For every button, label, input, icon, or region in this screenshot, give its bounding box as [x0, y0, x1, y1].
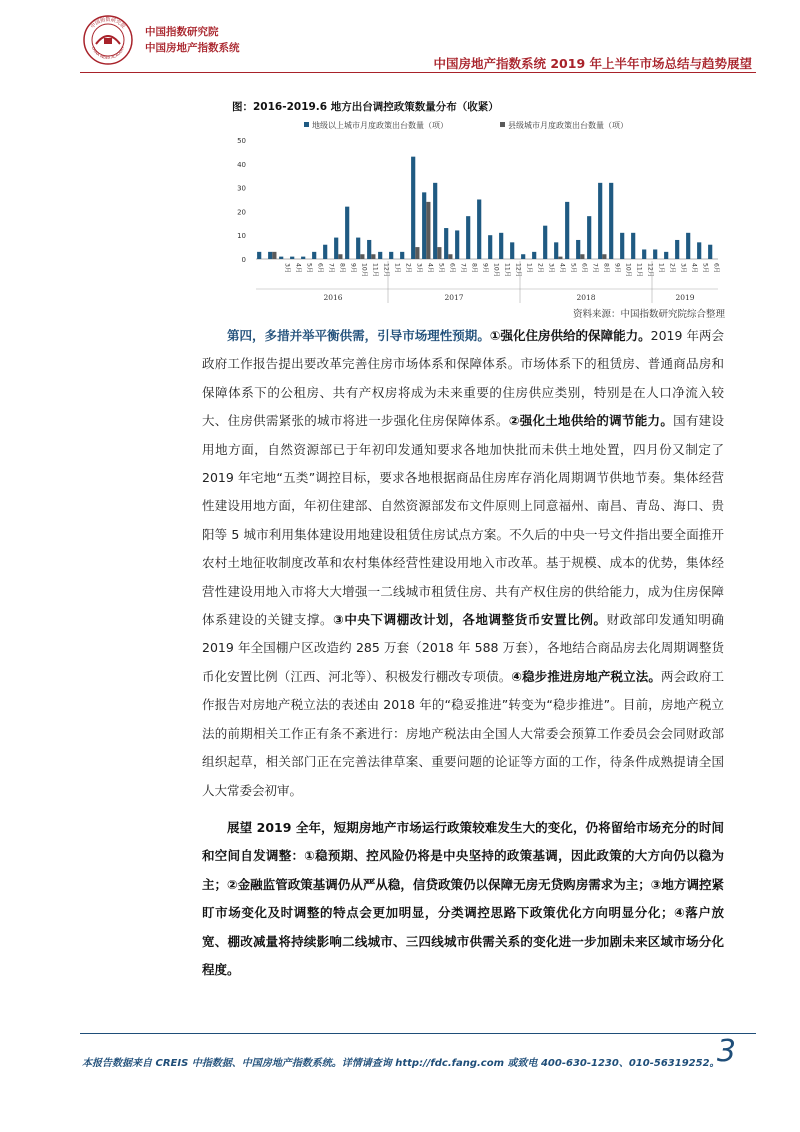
- bar-prefecture: [323, 245, 327, 259]
- bar-prefecture: [367, 240, 371, 259]
- x-tick-label: 4月: [426, 263, 434, 274]
- legend-label-0: 地级以上城市月度政策出台数量（项）: [312, 121, 448, 130]
- x-tick-label: 2月: [404, 263, 412, 274]
- bar-prefecture: [653, 249, 657, 259]
- bar-prefecture: [444, 228, 448, 259]
- bar-prefecture: [554, 242, 558, 259]
- bar-prefecture: [257, 252, 261, 259]
- y-tick-label: 50: [237, 137, 246, 145]
- point-4-text: 两会政府工作报告对房地产税立法的表述由 2018 年的“稳妥推进”转变为“稳步推进”。目前，房地产税立法的前期相关工作正有条不紊进行：房地产税法由全国人大常委会预算工作委员会会同财政部组织起草，相关部门正在完善法律草案、重要问题的论证等方面的工作，待条件成熟提请全国人大常委会初审。: [202, 668, 724, 798]
- x-tick-label: 3月: [547, 263, 555, 274]
- logo-bottom-text: CHINA INDEX ACADEMY: [90, 45, 126, 61]
- paragraph-policy-measures: [202, 322, 724, 805]
- bar-prefecture: [334, 238, 338, 259]
- year-label: 2017: [444, 293, 464, 302]
- x-tick-label: 7月: [327, 263, 335, 274]
- bar-prefecture: [389, 252, 393, 259]
- x-tick-label: 10月: [492, 263, 500, 278]
- bar-county: [371, 254, 375, 259]
- bar-prefecture: [587, 216, 591, 259]
- x-tick-label: 1月: [393, 263, 401, 274]
- x-tick-label: 4月: [294, 263, 302, 274]
- bar-prefecture: [510, 242, 514, 259]
- bar-county: [448, 254, 452, 259]
- x-tick-label: 8月: [338, 263, 346, 274]
- x-tick-label: 3月: [283, 263, 291, 274]
- header-divider: [80, 72, 756, 73]
- x-tick-label: 7月: [591, 263, 599, 274]
- x-tick-label: 11月: [371, 263, 379, 278]
- x-tick-label: 6月: [580, 263, 588, 274]
- point-2-heading: ②强化土地供给的调节能力。: [508, 413, 674, 429]
- bar-prefecture: [477, 200, 481, 260]
- bar-prefecture: [279, 257, 283, 259]
- bar-prefecture: [290, 257, 294, 259]
- org-name-secondary: 中国房地产指数系统: [145, 42, 240, 54]
- bar-prefecture: [411, 157, 415, 259]
- section-heading: 第四，多措并举平衡供需，引导市场理性预期。: [227, 328, 490, 343]
- year-label: 2019: [675, 293, 695, 302]
- bar-prefecture: [620, 233, 624, 259]
- x-tick-label: 8月: [470, 263, 478, 274]
- page-header: [0, 0, 800, 80]
- chart-title: 图：2016-2019.6 地方出台调控政策数量分布（收紧）: [232, 101, 499, 113]
- policy-count-bar-chart: [228, 116, 728, 306]
- bar-prefecture: [345, 207, 349, 259]
- logo-top-text: 中国指数研究院: [89, 17, 127, 30]
- x-tick-label: 12月: [646, 263, 654, 278]
- point-3-text: 财政部印发通知明确 2019 年全国棚户区改造约 285 万套（2018 年 588 万套），各地结合商品房去化周期调整货币化安置比例（江西、河北等）、积极发行棚改专项债。: [202, 612, 724, 684]
- x-tick-label: 7月: [459, 263, 467, 274]
- bar-county: [580, 254, 584, 259]
- x-tick-label: 5月: [437, 263, 445, 274]
- x-tick-label: 10月: [360, 263, 368, 278]
- x-tick-label: 3月: [679, 263, 687, 274]
- bar-prefecture: [466, 216, 470, 259]
- bar-county: [558, 257, 562, 259]
- report-title: 中国房地产指数系统 2019 年上半年市场总结与趋势展望: [433, 56, 752, 71]
- bar-county: [272, 252, 276, 259]
- point-2-text: 国有建设用地方面，自然资源部已于年初印发通知要求各地加快批而未供土地处置，四月份又制定了 2019 年宅地“五类”调控目标，要求各地根据商品住房库存消化周期调节供地节奏。集体经营性建设用地方面，年初住建部、自然资源部发布文件原则上同意福州、南昌、青岛、海口、贵阳等 5 城市利用集体建设用地建设租赁住房试点方案。不久后的中央一号文件指出要全面推开农村土地征收制度改革和农村集体经营性建设用地入市改革。基于规模、成本的优势，集体经营性建设用地入市将大大增强一二线城市租赁住房、共有产权住房的供给能力，成为住房保障体系建设的关键支撑。: [202, 413, 724, 628]
- bar-prefecture: [598, 183, 602, 259]
- bar-prefecture: [356, 238, 360, 259]
- bar-county: [437, 247, 441, 259]
- bar-prefecture: [686, 233, 690, 259]
- bar-county: [426, 202, 430, 259]
- bar-county: [360, 254, 364, 259]
- bar-prefecture: [499, 233, 503, 259]
- body-text: [202, 322, 724, 984]
- x-tick-label: 11月: [503, 263, 511, 278]
- bar-prefecture: [301, 257, 305, 259]
- bar-prefecture: [697, 242, 701, 259]
- x-tick-label: 8月: [602, 263, 610, 274]
- bar-prefecture: [708, 245, 712, 259]
- footer-divider: [80, 1033, 756, 1034]
- bar-prefecture: [400, 252, 404, 259]
- bar-prefecture: [521, 254, 525, 259]
- legend-swatch-0: [304, 122, 309, 127]
- chart-source: 资料来源：中国指数研究院综合整理: [572, 309, 725, 320]
- bar-county: [602, 254, 606, 259]
- x-tick-label: 1月: [657, 263, 665, 274]
- x-tick-label: 6月: [712, 263, 720, 274]
- bar-prefecture: [378, 252, 382, 259]
- bar-prefecture: [268, 252, 272, 259]
- point-1-heading: ①强化住房供给的保障能力。: [489, 328, 651, 343]
- x-tick-label: 5月: [701, 263, 709, 274]
- year-label: 2018: [576, 293, 596, 302]
- bar-prefecture: [565, 202, 569, 259]
- x-tick-label: 2月: [668, 263, 676, 274]
- bar-prefecture: [488, 235, 492, 259]
- x-tick-label: 9月: [481, 263, 489, 274]
- x-tick-label: 4月: [558, 263, 566, 274]
- x-tick-label: 11月: [635, 263, 643, 278]
- bar-prefecture: [532, 252, 536, 259]
- page-number: 3: [716, 1034, 736, 1069]
- bar-prefecture: [455, 230, 459, 259]
- footer-text: 本报告数据来自 CREIS 中指数据、中国房地产指数系统。详情请查询 http://fdc.fang.com 或致电 400-630-1230、010-56319252。: [82, 1058, 720, 1069]
- point-3-heading: ③中央下调棚改计划，各地调整货币安置比例。: [333, 612, 607, 628]
- x-tick-label: 6月: [448, 263, 456, 274]
- svg-text:CHINA INDEX ACADEMY: [91, 45, 126, 60]
- bar-prefecture: [675, 240, 679, 259]
- x-tick-label: 1月: [525, 263, 533, 274]
- bar-prefecture: [312, 252, 316, 259]
- bar-county: [338, 254, 342, 259]
- y-tick-label: 30: [237, 184, 246, 193]
- x-tick-label: 3月: [415, 263, 423, 274]
- bar-prefecture: [576, 240, 580, 259]
- legend-swatch-1: [500, 122, 505, 127]
- x-tick-label: 6月: [316, 263, 324, 274]
- point-1-text: 2019 年两会政府工作报告提出要改革完善住房市场体系和保障体系。市场体系下的租赁房、普通商品房和保障体系下的公租房、共有产权房将成为未来重要的住房供应类别，特别是在人口净流入较大、住房供需紧张的城市将进一步强化住房保障体系。: [202, 328, 724, 429]
- bar-county: [415, 247, 419, 259]
- y-tick-label: 10: [237, 232, 246, 241]
- x-tick-label: 12月: [514, 263, 522, 278]
- bar-prefecture: [433, 183, 437, 259]
- x-tick-label: 9月: [613, 263, 621, 274]
- x-tick-label: 5月: [305, 263, 313, 274]
- bar-prefecture: [422, 192, 426, 259]
- y-tick-label: 0: [241, 256, 246, 264]
- bar-prefecture: [664, 252, 668, 259]
- x-tick-label: 9月: [349, 263, 357, 274]
- bar-prefecture: [543, 226, 547, 259]
- paragraph-outlook: [202, 814, 724, 984]
- svg-text:中国指数研究院: [89, 16, 127, 30]
- x-tick-label: 4月: [690, 263, 698, 274]
- x-tick-label: 10月: [624, 263, 632, 278]
- bar-prefecture: [609, 183, 613, 259]
- y-tick-label: 20: [237, 208, 246, 217]
- bar-prefecture: [642, 249, 646, 259]
- x-tick-label: 5月: [569, 263, 577, 274]
- x-tick-label: 2月: [536, 263, 544, 274]
- x-tick-label: 12月: [382, 263, 390, 278]
- year-label: 2016: [323, 293, 343, 302]
- point-4-heading: ④稳步推进房地产税立法。: [511, 668, 661, 684]
- org-name-primary: 中国指数研究院: [145, 26, 219, 38]
- y-tick-label: 40: [237, 160, 246, 169]
- legend-label-1: 县级城市月度政策出台数量（项）: [508, 121, 628, 130]
- china-index-academy-logo-icon: [82, 14, 134, 66]
- bar-prefecture: [631, 233, 635, 259]
- outlook-text: 展望 2019 全年，短期房地产市场运行政策较难发生大的变化，仍将留给市场充分的时间和空间自发调整：①稳预期、控风险仍将是中央坚持的政策基调，因此政策的大方向仍以稳为主；②金融监管政策基调仍从严从稳，信贷政策仍以保障无房无贷购房需求为主；③地方调控紧盯市场变化及时调整的特点会更加明显，分类调控思路下政策优化方向明显分化；④落户放宽、棚改减量将持续影响二线城市、三四线城市供需关系的变化进一步加剧未来区域市场分化程度。: [202, 819, 724, 977]
